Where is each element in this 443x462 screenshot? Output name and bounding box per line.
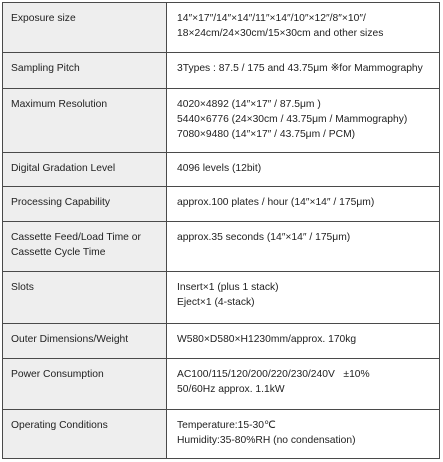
- spec-label: [3, 272, 167, 324]
- spec-value: [167, 324, 440, 359]
- spec-row-exposure-size: [3, 3, 440, 53]
- spec-value: [167, 153, 440, 187]
- spec-label: [3, 89, 167, 153]
- spec-label-text: Sampling Pitch: [11, 63, 80, 74]
- spec-row-slots: [3, 272, 440, 324]
- spec-row-digital-gradation: [3, 153, 440, 187]
- spec-label-text: Maximum Resolution: [11, 99, 108, 110]
- spec-row-outer-dimensions: [3, 324, 440, 359]
- spec-value: [167, 359, 440, 410]
- spec-row-cassette-feed: [3, 222, 440, 272]
- spec-value: [167, 187, 440, 222]
- spec-value-line: approx.100 plates / hour (14″×14″ / 175μm): [177, 197, 375, 208]
- spec-value-line: 14″×17″/14″×14″/11″×14″/10″×12″/8″×10″/: [177, 13, 366, 24]
- spec-value-line: 4020×4892 (14″×17″ / 87.5μm ): [177, 99, 321, 110]
- spec-value-line: Humidity:35-80%RH (no condensation): [177, 435, 356, 446]
- spec-row-sampling-pitch: [3, 53, 440, 89]
- spec-label-text: Slots: [11, 282, 34, 293]
- spec-value-line: 3Types : 87.5 / 175 and 43.75μm ※for Mammography: [177, 63, 423, 74]
- spec-row-maximum-resolution: [3, 89, 440, 153]
- spec-label: [3, 359, 167, 410]
- spec-label-text: Power Consumption: [11, 369, 104, 380]
- spec-label: [3, 153, 167, 187]
- specifications-table: [2, 2, 440, 459]
- spec-value-line: Temperature:15-30℃: [177, 420, 276, 431]
- spec-value-line: Eject×1 (4-stack): [177, 297, 255, 308]
- spec-row-operating-conditions: [3, 410, 440, 459]
- spec-value-line: 4096 levels (12bit): [177, 163, 262, 174]
- spec-value: [167, 89, 440, 153]
- spec-value: [167, 272, 440, 324]
- spec-value: [167, 222, 440, 272]
- spec-label-text: Cassette Feed/Load Time or: [11, 232, 141, 243]
- spec-label-text: Exposure size: [11, 13, 76, 24]
- spec-value-line: AC100/115/120/200/220/230/240V ±10%: [177, 369, 370, 380]
- spec-label-text: Outer Dimensions/Weight: [11, 334, 129, 345]
- spec-value-line: 50/60Hz approx. 1.1kW: [177, 384, 285, 395]
- spec-value-line: approx.35 seconds (14″×14″ / 175μm): [177, 232, 351, 243]
- spec-value: [167, 3, 440, 53]
- spec-value-line: Insert×1 (plus 1 stack): [177, 282, 279, 293]
- spec-label-text: Digital Gradation Level: [11, 163, 116, 174]
- spec-value-line: 7080×9480 (14″×17″ / 43.75μm / PCM): [177, 129, 356, 140]
- spec-label: [3, 324, 167, 359]
- spec-label: [3, 53, 167, 89]
- spec-value-line: 18×24cm/24×30cm/15×30cm and other sizes: [177, 28, 384, 39]
- spec-row-power-consumption: [3, 359, 440, 410]
- spec-label-text: Cassette Cycle Time: [11, 247, 106, 258]
- spec-label: [3, 187, 167, 222]
- spec-value-line: W580×D580×H1230mm/approx. 170kg: [177, 334, 357, 345]
- spec-label: [3, 222, 167, 272]
- spec-value: [167, 53, 440, 89]
- spec-value: [167, 410, 440, 459]
- spec-label: [3, 3, 167, 53]
- spec-label: [3, 410, 167, 459]
- spec-label-text: Processing Capability: [11, 197, 111, 208]
- spec-value-line: 5440×6776 (24×30cm / 43.75μm / Mammography): [177, 114, 408, 125]
- spec-label-text: Operating Conditions: [11, 420, 108, 431]
- spec-row-processing-capability: [3, 187, 440, 222]
